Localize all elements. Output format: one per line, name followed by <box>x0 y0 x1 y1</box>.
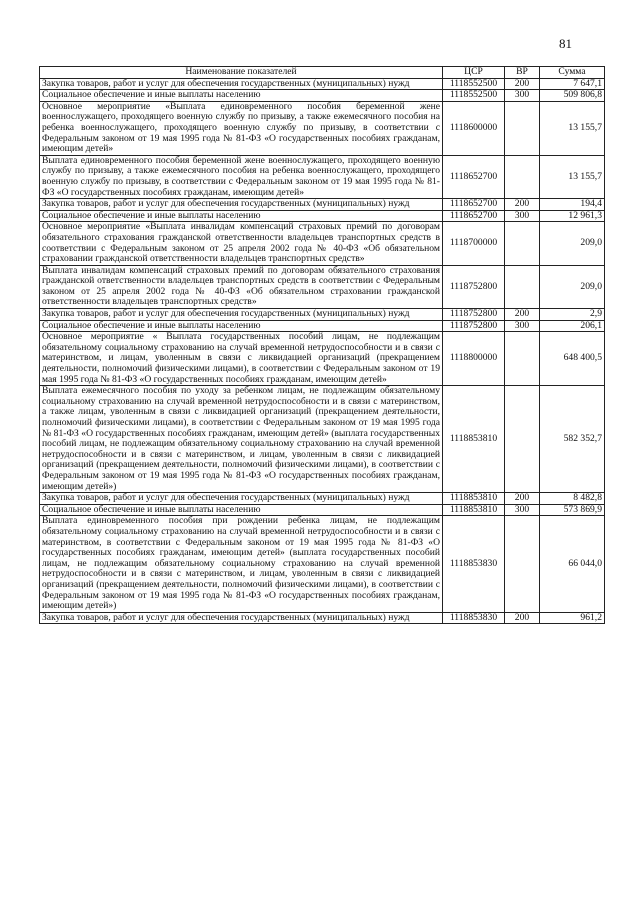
row-vr-cell: 300 <box>505 320 540 332</box>
row-vr-cell: 200 <box>505 493 540 505</box>
row-name-cell: Социальное обеспечение и иные выплаты населению <box>40 320 443 332</box>
row-csr-cell: 1118652700 <box>443 155 505 198</box>
row-vr-cell: 300 <box>505 504 540 516</box>
row-vr-cell: 300 <box>505 90 540 102</box>
column-header-name: Наименование показателей <box>40 67 443 79</box>
row-csr-cell: 1118600000 <box>443 101 505 155</box>
row-csr-cell: 1118853810 <box>443 504 505 516</box>
row-vr-cell <box>505 101 540 155</box>
table-row <box>40 332 605 386</box>
row-amount-cell: 2,9 <box>540 309 605 321</box>
table-row <box>40 309 605 321</box>
column-header-vr: ВР <box>505 67 540 79</box>
row-csr-cell: 1118552500 <box>443 78 505 90</box>
row-name-cell: Выплата инвалидам компенсаций страховых премий по договорам обязательного страхования гражданской ответственности владельцев транспортных средств в соответствии с Федеральным законом от 25 апреля 2002 года № 40-ФЗ «Об обязательном страховании гражданской ответственности владельцев транспортных средств» <box>40 265 443 308</box>
row-name-cell: Выплата единовременного пособия беременной жене военнослужащего, проходящего военную службу по призыву, а также ежемесячного пособия на ребенка военнослужащего, проходящего военную службу по призыву, в соответствии с Федеральным законом от 19 мая 1995 года № 81-ФЗ «О государственных пособиях гражданам, имеющим детей» <box>40 155 443 198</box>
row-amount-cell: 13 155,7 <box>540 155 605 198</box>
row-csr-cell: 1118853830 <box>443 612 505 624</box>
row-csr-cell: 1118652700 <box>443 210 505 222</box>
row-vr-cell <box>505 155 540 198</box>
row-name-cell: Закупка товаров, работ и услуг для обеспечения государственных (муниципальных) нужд <box>40 493 443 505</box>
row-amount-cell: 13 155,7 <box>540 101 605 155</box>
table-row <box>40 78 605 90</box>
table-row <box>40 101 605 155</box>
row-csr-cell: 1118752800 <box>443 320 505 332</box>
row-vr-cell: 300 <box>505 210 540 222</box>
table-body <box>40 78 605 624</box>
row-amount-cell: 648 400,5 <box>540 332 605 386</box>
budget-table <box>39 66 605 624</box>
row-csr-cell: 1118853830 <box>443 516 505 612</box>
row-vr-cell <box>505 265 540 308</box>
row-amount-cell: 12 961,3 <box>540 210 605 222</box>
table-row <box>40 210 605 222</box>
table-row <box>40 90 605 102</box>
row-csr-cell: 1118853810 <box>443 493 505 505</box>
row-amount-cell: 66 044,0 <box>540 516 605 612</box>
row-name-cell: Основное мероприятие «Выплата инвалидам компенсаций страховых премий по договорам обязательного страхования гражданской ответственности владельцев транспортных средств в соответствии с Федеральным законом от 25 апреля 2002 года № 40-ФЗ «Об обязательном страховании гражданской ответственности владельцев транспортных средств» <box>40 222 443 265</box>
row-amount-cell: 209,0 <box>540 222 605 265</box>
row-csr-cell: 1118652700 <box>443 199 505 211</box>
row-vr-cell: 200 <box>505 309 540 321</box>
row-name-cell: Закупка товаров, работ и услуг для обеспечения государственных (муниципальных) нужд <box>40 199 443 211</box>
row-vr-cell <box>505 516 540 612</box>
row-csr-cell: 1118552500 <box>443 90 505 102</box>
table-row <box>40 320 605 332</box>
row-name-cell: Социальное обеспечение и иные выплаты населению <box>40 90 443 102</box>
table-header-row <box>40 67 605 79</box>
row-vr-cell: 200 <box>505 78 540 90</box>
row-name-cell: Основное мероприятие « Выплата государственных пособий лицам, не подлежащим обязательному социальному страхованию на случай временной нетрудоспособности и в связи с материнством, и лицам, уволенным в связи с ликвидацией организаций (прекращением деятельности, полномочий физическими лицами), в соответствии с Федеральным законом от 19 мая 1995 года № 81-ФЗ «О государственных пособиях гражданам, имеющим детей» <box>40 332 443 386</box>
row-name-cell: Закупка товаров, работ и услуг для обеспечения государственных (муниципальных) нужд <box>40 612 443 624</box>
table-row <box>40 199 605 211</box>
row-vr-cell: 200 <box>505 612 540 624</box>
row-amount-cell: 509 806,8 <box>540 90 605 102</box>
row-name-cell: Социальное обеспечение и иные выплаты населению <box>40 210 443 222</box>
row-amount-cell: 7 647,1 <box>540 78 605 90</box>
row-name-cell: Закупка товаров, работ и услуг для обеспечения государственных (муниципальных) нужд <box>40 78 443 90</box>
row-amount-cell: 573 869,9 <box>540 504 605 516</box>
row-amount-cell: 582 352,7 <box>540 386 605 493</box>
table-row <box>40 155 605 198</box>
row-name-cell: Закупка товаров, работ и услуг для обеспечения государственных (муниципальных) нужд <box>40 309 443 321</box>
column-header-csr: ЦСР <box>443 67 505 79</box>
column-header-amount: Сумма <box>540 67 605 79</box>
table-row <box>40 222 605 265</box>
row-csr-cell: 1118752800 <box>443 265 505 308</box>
row-vr-cell <box>505 222 540 265</box>
row-amount-cell: 206,1 <box>540 320 605 332</box>
row-name-cell: Выплата ежемесячного пособия по уходу за ребенком лицам, не подлежащим обязательному социальному страхованию на случай временной нетрудоспособности и в связи с материнством, а также лицам, уволенным в связи с ликвидацией организаций (прекращением деятельности, полномочий физическими лицами), в соответствии с Федеральным законом от 19 мая 1995 года № 81-ФЗ «О государственных пособиях гражданам, имеющим детей» (выплата государственных пособий лицам, не подлежащим обязательному социальному страхованию на случай временной нетрудоспособности и в связи с материнством, и лицам, уволенным в связи с ликвидацией организаций (прекращением деятельности, полномочий физическими лицами), в соответствии с Федеральным законом от 19 мая 1995 года № 81-ФЗ «О государственных пособиях гражданам, имеющим детей») <box>40 386 443 493</box>
row-vr-cell: 200 <box>505 199 540 211</box>
row-amount-cell: 194,4 <box>540 199 605 211</box>
row-csr-cell: 1118800000 <box>443 332 505 386</box>
table-row <box>40 493 605 505</box>
table-row <box>40 516 605 612</box>
table-row <box>40 386 605 493</box>
table-row <box>40 265 605 308</box>
row-name-cell: Социальное обеспечение и иные выплаты населению <box>40 504 443 516</box>
row-amount-cell: 209,0 <box>540 265 605 308</box>
table-row <box>40 504 605 516</box>
table-row <box>40 612 605 624</box>
row-csr-cell: 1118853810 <box>443 386 505 493</box>
row-vr-cell <box>505 386 540 493</box>
row-name-cell: Выплата единовременного пособия при рождении ребенка лицам, не подлежащим обязательному социальному страхованию на случай временной нетрудоспособности и в связи с материнством, в соответствии с Федеральным законом от 19 мая 1995 года № 81-ФЗ «О государственных пособиях гражданам, имеющим детей» (выплата государственных пособий лицам, не подлежащим обязательному социальному страхованию на случай временной нетрудоспособности и в связи с материнством, и лицам, уволенным в связи с ликвидацией организаций (прекращением деятельности, полномочий физическими лицами), в соответствии с Федеральным законом от 19 мая 1995 года № 81-ФЗ «О государственных пособиях гражданам, имеющим детей») <box>40 516 443 612</box>
row-amount-cell: 8 482,8 <box>540 493 605 505</box>
row-amount-cell: 961,2 <box>540 612 605 624</box>
row-name-cell: Основное мероприятие «Выплата единовременного пособия беременной жене военнослужащего, проходящего военную службу по призыву, а также ежемесячного пособия на ребенка военнослужащего, проходящего военную службу по призыву, в соответствии с Федеральным законом от 19 мая 1995 года № 81-ФЗ «О государственных пособиях гражданам, имеющим детей» <box>40 101 443 155</box>
row-csr-cell: 1118752800 <box>443 309 505 321</box>
row-vr-cell <box>505 332 540 386</box>
page-number: 81 <box>559 36 572 51</box>
row-csr-cell: 1118700000 <box>443 222 505 265</box>
